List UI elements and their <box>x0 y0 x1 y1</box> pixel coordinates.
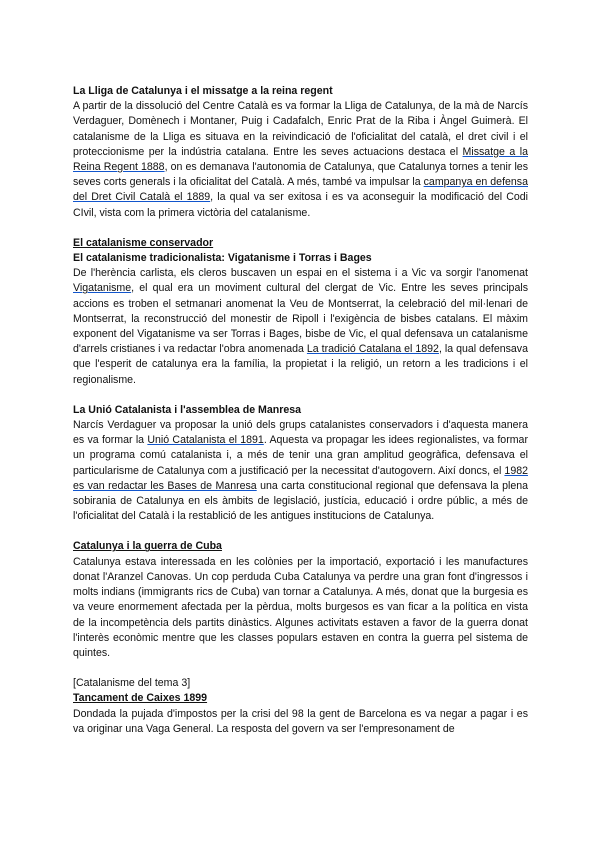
section-paragraph <box>73 418 528 524</box>
link-tradicio-catalana[interactable]: La tradició Catalana el 1892 <box>306 343 439 356</box>
spacer <box>73 661 528 676</box>
text-run: De l'herència carlista, els cleros buscaven un espai en el sistema i a Vic va sorgir l'anomenat <box>73 267 528 280</box>
section-paragraph <box>73 266 528 388</box>
link-campanya-dret-civil[interactable]: campanya en defensa del Dret Civil Català el 1889 <box>73 176 528 204</box>
section-catalanisme-conservador <box>73 236 528 388</box>
text-run: Dondada la pujada d'impostos per la crisi del 98 la gent de Barcelona es va negar a pagar i es va originar una Vaga General. La resposta del govern va ser l'empresonament de <box>73 707 528 735</box>
text-run: A partir de la dissolució del Centre Català es va formar la Lliga de Catalunya, de la mà de Narcís Verdaguer, Domènech i Montaner, Puig i Cadafalch, Enric Prat de la Riba i Àngel Guimerà. El catalanisme de la Lliga es situava en la reivindicació de l'oficialitat del català, el dret civil i el proteccionisme per la indústria catalana. Entre les seves actuacions destaca el <box>73 100 528 158</box>
spacer <box>73 221 528 236</box>
section-unio-catalanista <box>73 403 528 525</box>
text-run: , la qual defensava que l'esperit de catalunya era la família, la propietat i la religió, un retorn a les tradicions i el regionalisme. <box>73 343 528 386</box>
section-tancament-caixes <box>73 676 528 737</box>
section-title: La Unió Catalanista i l'assemblea de Manresa <box>73 403 302 416</box>
link-missatge-reina-regent[interactable]: Missatge a la Reina Regent 1888 <box>73 145 528 174</box>
section-title: El catalanisme conservador <box>73 236 214 249</box>
text-run: una carta constitucional regional que defensava la plena sobirania de Catalunya en els àmbits de legislació, justícia, educació i ordre públic, a més de l'oficialitat del Català i la restablició de les antigues institucions de Catalunya. <box>73 479 528 523</box>
spacer <box>73 388 528 403</box>
section-note: [Catalanisme del tema 3] <box>73 677 191 690</box>
section-subtitle: El catalanisme tradicionalista: Vigatanisme i Torras i Bages <box>73 252 372 265</box>
section-paragraph <box>73 99 528 221</box>
text-run: , on es demanava l'autonomia de Catalunya, que Catalunya tornes a tenir les seves corts generals i la oficialitat del Català. A més, també va impulsar la <box>73 161 528 189</box>
section-guerra-cuba <box>73 539 528 661</box>
section-title: Tancament de Caixes 1899 <box>73 692 208 705</box>
link-bases-manresa[interactable]: 1982 es van redactar les Bases de Manresa <box>73 464 528 492</box>
spacer <box>73 524 528 539</box>
text-run: Catalunya estava interessada en les colònies per la importació, exportació i les manufactures donat l'Aranzel Canovas. Un cop perduda Cuba Catalunya va perdre una gran font d'ingressos i molts indians (immigrants rics de Cuba) van tornar a Catalunya. A més, donat que la burgesia es va veure enormement afectada per la pèrdua, molts burgesos es van ficar a la política en vista de la incompetència dels partits dinàstics. Algunes activitats estaven a favor de la guerra donat l'interès econòmic mentre que les classes populars estaven en contra la guerra pel sistema de quintes. <box>73 555 528 659</box>
text-run: , el qual era un moviment cultural del clergat de Vic. Entre les seves principals accions es troben el setmanari anomenat la Veu de Montserrat, la celebració del mil·lenari de Montserrat, la reconstrucció del monestir de Ripoll i l'exigència de bisbes catalans. El màxim exponent del Vigatanisme va ser Torras i Bages, bisbe de Vic, el qual defensava un catalanisme d'arrels cristianes i va redactar l'obra anomenada <box>73 282 528 356</box>
text-run: . Aquesta va propagar les idees regionalistes, va formar un programa comú catalanista i, a més de tenir una gran amplitud geogràfica, defensava el particularisme de Catalunya com a justificació per la necessitat d'autogovern. Així doncs, el <box>73 434 528 477</box>
link-vigatanisme[interactable]: Vigatanisme <box>73 282 132 295</box>
text-run: Narcís Verdaguer va proposar la unió dels grups catalanistes conservadors i d'aquesta manera es va formar la <box>73 419 528 447</box>
section-lliga-catalunya <box>73 84 528 221</box>
section-title: La Lliga de Catalunya i el missatge a la reina regent <box>73 85 333 97</box>
document-page <box>73 84 528 737</box>
text-run: , la qual va ser exitosa i es va aconseguir la modificació del Codi CIvil, vista com la primera victòria del catalanisme. <box>73 191 529 219</box>
section-title: Catalunya i la guerra de Cuba <box>73 540 222 553</box>
section-paragraph <box>73 707 528 737</box>
section-paragraph <box>73 555 528 661</box>
link-unio-catalanista[interactable]: Unió Catalanista el 1891 <box>147 434 264 447</box>
